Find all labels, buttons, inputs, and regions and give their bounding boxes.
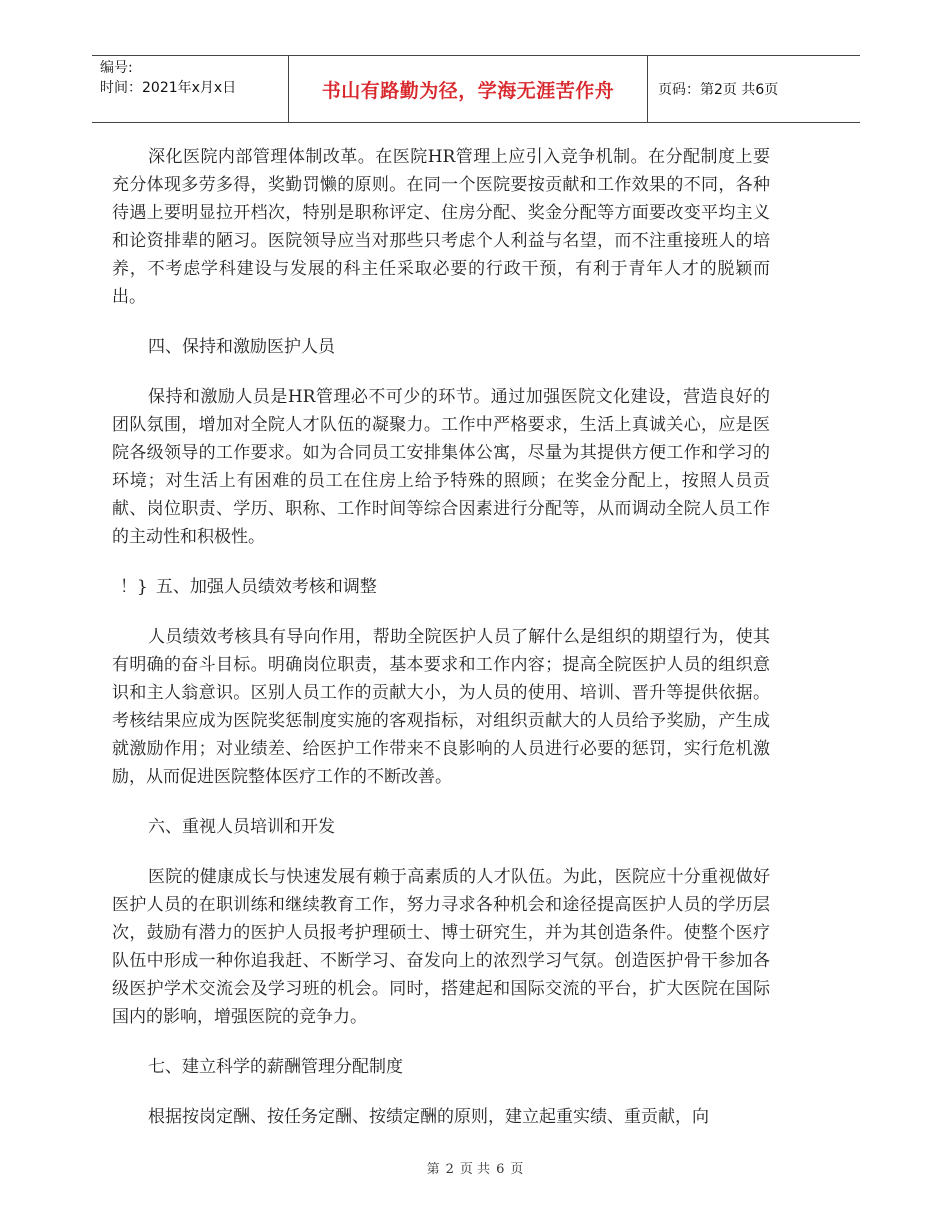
paragraph-performance: 人员绩效考核具有导向作用，帮助全院医护人员了解什么是组织的期望行为，使其有明确的奋斗目标。明确岗位职责，基本要求和工作内容；提高全院医护人员的组织意识和主人翁意识。区别人员工作的贡献大小，为人员的使用、培训、晋升等提供依据。考核结果应成为医院奖惩制度实施的客观指标，对组织贡献大的人员给予奖励，产生成就激励作用；对业绩差、给医护工作带来不良影响的人员进行必要的惩罚，实行危机激励，从而促进医院整体医疗工作的不断改善。: [112, 627, 770, 787]
footer-page-number: 2: [445, 1162, 454, 1177]
page-footer: [0, 1158, 950, 1177]
section-heading-7: 七、建立科学的薪酬管理分配制度: [148, 1057, 403, 1077]
header-motto: 书山有路勤为径，学海无涯苦作舟: [321, 79, 615, 102]
section-heading-6: 六、重视人员培训和开发: [148, 817, 335, 837]
header-motto-cell: [288, 56, 648, 122]
header-page-info: 页码：第2页 共6页: [658, 82, 779, 98]
footer-total-pages: 6: [496, 1162, 505, 1177]
section-heading-5-text: 五、加强人员绩效考核和调整: [155, 577, 377, 597]
paragraph-reform: 深化医院内部管理体制改革。在医院HR管理上应引入竞争机制。在分配制度上要充分体现多劳多得，奖勤罚懒的原则。在同一个医院要按贡献和工作效果的不同，各种待遇上要明显拉开档次，特别是职称评定、住房分配、奖金分配等方面要改变平均主义和论资排辈的陋习。医院领导应当对那些只考虑个人利益与名望，而不注重接班人的培养，不考虑学科建设与发展的科主任采取必要的行政干预，有利于青年人才的脱颖而出。: [112, 147, 770, 307]
header-meta: [100, 58, 280, 98]
stray-mark: ！}: [120, 577, 148, 597]
document-number-label: 编号:: [100, 60, 133, 76]
paragraph-retention: 保持和激励人员是HR管理必不可少的环节。通过加强医院文化建设，营造良好的团队氛围，增加对全院人才队伍的凝聚力。工作中严格要求，生活上真诚关心，应是医院各级领导的工作要求。如为合同员工安排集体公寓，尽量为其提供方便工作和学习的环境；对生活上有困难的员工在住房上给予特殊的照顾；在奖金分配上，按照人员贡献、岗位职责、学历、职称、工作时间等综合因素进行分配等，从而调动全院人员工作的主动性和积极性。: [112, 387, 770, 547]
section-heading-5: [112, 573, 770, 601]
footer-mid: 页 共: [459, 1162, 491, 1177]
paragraph-training: 医院的健康成长与快速发展有赖于高素质的人才队伍。为此，医院应十分重视做好医护人员的在职训练和继续教育工作，努力寻求各种机会和途径提高医护人员的学历层次，鼓励有潜力的医护人员报考护理硕士、博士研究生，并为其创造条件。使整个医疗队伍中形成一种你追我赶、不断学习、奋发向上的浓烈学习气氛。创造医护骨干参加各级医护学术交流会及学习班的机会。同时，搭建起和国际交流的平台，扩大医院在国际国内的影响，增强医院的竞争力。: [112, 867, 770, 1027]
footer-prefix: 第: [426, 1162, 440, 1177]
footer-suffix: 页: [510, 1162, 524, 1177]
document-time: 时间：2021年x月x日: [100, 80, 237, 96]
document-body: [112, 143, 770, 1153]
section-heading-4: 四、保持和激励医护人员: [148, 337, 335, 357]
paragraph-salary: 根据按岗定酬、按任务定酬、按绩定酬的原则，建立起重实绩、重贡献，向: [148, 1107, 709, 1127]
page-header: [92, 55, 860, 123]
